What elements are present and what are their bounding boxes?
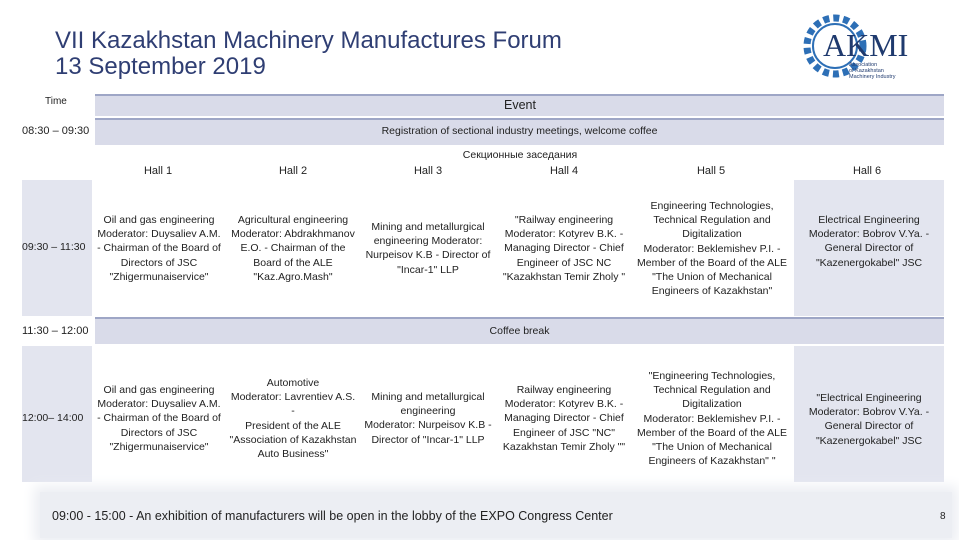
session1-hall1 (92, 213, 226, 284)
session2-hall4 (496, 383, 632, 454)
slide-title (55, 28, 562, 80)
sections-caption: Секционные заседания (462, 149, 578, 161)
cell-line: Moderator: Beklemishev P.I. - (643, 242, 781, 255)
cell-line: Moderator: Duysaliev A.M. (97, 228, 221, 241)
session1-hall4 (496, 213, 632, 284)
registration-event: Registration of sectional industry meetings, welcome coffee (381, 125, 658, 137)
cell-line: Engineers of Kazakhstan" " (648, 455, 776, 468)
cell-line: Auto Business" (257, 448, 329, 461)
cell-line: "Kaz.Agro.Mash" (253, 270, 333, 283)
cell-line: Digitalization (682, 398, 742, 411)
cell-line: Directors of JSC (120, 426, 198, 439)
hall-3-header: Hall 3 (413, 165, 443, 177)
coffee-event: Coffee break (489, 325, 550, 337)
session2-hall6 (794, 391, 944, 448)
gear-icon (797, 8, 925, 84)
coffee-time: 11:30 – 12:00 (22, 325, 89, 337)
cell-line: "Kazenergokabel" JSC (815, 256, 923, 269)
cell-line: E.O. - Chairman of the (240, 242, 346, 255)
cell-line: Electrical Engineering (818, 214, 920, 226)
cell-line: "Kazenergokabel" JSC (815, 434, 923, 447)
session2-time: 12:00– 14:00 (22, 412, 84, 424)
cell-line: Moderator: Duysaliev A.M. (97, 398, 221, 411)
cell-line: Kazakhstan Temir Zholy "" (502, 440, 626, 453)
cell-line: engineering (400, 405, 456, 418)
session1-time: 09:30 – 11:30 (22, 241, 86, 253)
time-column-header: Time (45, 96, 67, 107)
hall-5-header: Hall 5 (696, 165, 726, 177)
hall-2-header: Hall 2 (278, 165, 308, 177)
cell-line: Oil and gas engineering (103, 214, 215, 226)
cell-line: engineering Moderator: (373, 235, 483, 248)
page-number: 8 (940, 511, 946, 522)
cell-line: - Chairman of the Board of (97, 412, 221, 425)
cell-line: "Incar-1" LLP (397, 263, 459, 276)
title-line-1: VII Kazakhstan Machinery Manufactures Forum (55, 27, 562, 54)
session2-hall5 (632, 369, 792, 468)
cell-line: "Electrical Engineering (816, 392, 922, 404)
cell-line: Mining and metallurgical (371, 391, 485, 403)
cell-line: - Chairman of the Board of (97, 242, 221, 255)
cell-line: Mining and metallurgical (371, 221, 485, 233)
session1-hall6 (794, 213, 944, 270)
cell-line: Engineer of JSC "NC" (513, 426, 615, 439)
session1-hall5 (632, 199, 792, 298)
session2-hall3 (361, 390, 495, 447)
logo-sub-1: Association (849, 62, 878, 68)
cell-line: "Zhigermunaiservice" (109, 440, 209, 453)
cell-line: Moderator: Bobrov V.Ya. - (808, 406, 930, 419)
cell-line: Engineer of JSC NC (516, 256, 612, 269)
cell-line: Moderator: Kotyrev B.K. - (504, 228, 624, 241)
registration-time: 08:30 – 09:30 (22, 125, 90, 137)
cell-line: Automotive (266, 377, 320, 389)
event-column-header: Event (504, 98, 536, 112)
cell-line: "Zhigermunaiservice" (109, 270, 209, 283)
cell-line: Moderator: Kotyrev B.K. - (504, 398, 624, 411)
cell-line: Director of "Incar-1" LLP (371, 433, 485, 446)
footer-time: 09:00 - 15:00 - (52, 509, 134, 523)
cell-line: Moderator: Abdrakhmanov (231, 228, 355, 241)
hall-4-header: Hall 4 (549, 165, 579, 177)
cell-line: "Association of Kazakhstan (229, 433, 357, 446)
cell-line: Nurpeisov K.B - Director of (365, 249, 491, 262)
cell-line: Managing Director - Chief (504, 242, 624, 255)
cell-line: Member of the Board of the ALE (636, 426, 787, 439)
cell-line: "Kazakhstan Temir Zholy " (502, 270, 626, 283)
akmi-logo (797, 8, 925, 84)
cell-line: Technical Regulation and (653, 214, 771, 227)
logo-sub-2: of Kazakhstan (849, 68, 884, 74)
logo-sub-3: Machinery Industry (849, 74, 896, 80)
cell-line: Technical Regulation and (653, 384, 771, 397)
cell-line: Railway engineering (516, 384, 612, 396)
cell-line: Managing Director - Chief (504, 412, 624, 425)
session2-hall2 (226, 376, 360, 461)
footer-note (52, 509, 613, 523)
cell-line: Digitalization (682, 228, 742, 241)
hall-1-header: Hall 1 (143, 165, 173, 177)
title-line-2: 13 September 2019 (55, 53, 266, 80)
cell-line: - (291, 405, 295, 418)
cell-line: "The Union of Mechanical (652, 441, 772, 454)
session1-hall2 (226, 213, 360, 284)
cell-line: Moderator: Nurpeisov K.B - (364, 419, 492, 432)
cell-line: General Director of (824, 242, 914, 255)
cell-line: Engineering Technologies, (650, 200, 774, 212)
cell-line: President of the ALE (245, 419, 341, 432)
session2-hall1 (92, 383, 226, 454)
cell-line: Moderator: Lavrentiev A.S. (230, 391, 356, 404)
cell-line: Member of the Board of the ALE (636, 256, 787, 269)
cell-line: Engineers of Kazakhstan" (651, 285, 773, 298)
hall-6-header: Hall 6 (852, 165, 882, 177)
cell-line: General Director of (824, 420, 914, 433)
cell-line: "Railway engineering (514, 214, 614, 226)
footer-text: An exhibition of manufacturers will be open in the lobby of the EXPO Congress Center (133, 509, 613, 523)
cell-line: "Engineering Technologies, (648, 370, 776, 382)
cell-line: Agricultural engineering (237, 214, 349, 226)
cell-line: "The Union of Mechanical (652, 271, 772, 284)
cell-line: Oil and gas engineering (103, 384, 215, 396)
session1-hall3 (361, 220, 495, 277)
cell-line: Moderator: Beklemishev P.I. - (643, 412, 781, 425)
cell-line: Board of the ALE (253, 256, 333, 269)
logo-wordmark: AKMI (823, 27, 909, 63)
cell-line: Moderator: Bobrov V.Ya. - (808, 228, 930, 241)
cell-line: Directors of JSC (120, 256, 198, 269)
